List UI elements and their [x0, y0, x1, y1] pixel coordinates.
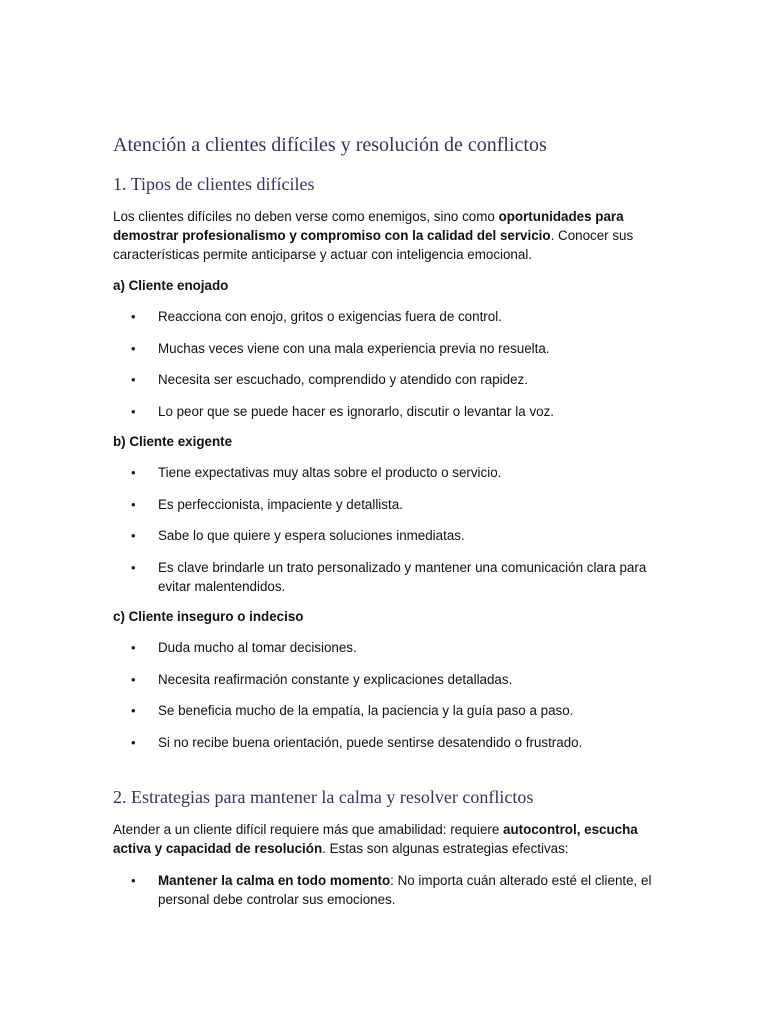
bullet-icon: • [131, 734, 136, 750]
list-estrategias [113, 871, 658, 909]
list-item-text: Es perfeccionista, impaciente y detallista. [158, 496, 403, 512]
intro-text-a: Los clientes difíciles no deben verse como enemigos, sino como [113, 209, 499, 224]
list-item [113, 638, 658, 657]
list-item-text: Tiene expectativas muy altas sobre el producto o servicio. [158, 465, 502, 480]
list-item [113, 402, 658, 421]
subheading-cliente-enojado: a) Cliente enojado [113, 278, 229, 293]
subheading-cliente-inseguro: c) Cliente inseguro o indeciso [113, 609, 304, 624]
list-item-text: Se beneficia mucho de la empatía, la paciencia y la guía paso a paso. [158, 703, 574, 718]
list-cliente-enojado [113, 307, 658, 421]
intro2-text-a: Atender a un cliente difícil requiere más que amabilidad: requiere [113, 821, 504, 837]
list-item [113, 670, 658, 689]
list-item-text: Es clave brindarle un trato personalizado y mantener una comunicación clara para evitar malentendidos. [158, 559, 647, 594]
strategy-text: : No importa cuán alterado esté el cliente, el personal debe controlar sus emociones. [158, 872, 652, 907]
document-title: Atención a clientes difíciles y resolución de conflictos [113, 134, 547, 156]
list-item [113, 701, 658, 720]
intro-text-bold: oportunidades para demostrar profesionalismo y compromiso con la calidad del servicio [113, 209, 624, 243]
bullet-icon: • [131, 528, 136, 543]
list-item [113, 463, 658, 482]
bullet-icon: • [131, 465, 136, 480]
list-item-text: Muchas veces viene con una mala experiencia previa no resuelta. [158, 340, 550, 356]
section2-intro [113, 820, 658, 858]
list-item-text: Necesita ser escuchado, comprendido y atendido con rapidez. [158, 372, 528, 387]
section1-intro [113, 207, 658, 264]
bullet-icon: • [131, 372, 136, 387]
subheading-cliente-exigente: b) Cliente exigente [113, 434, 233, 449]
list-item [113, 339, 658, 358]
document-content [113, 133, 658, 921]
bullet-icon: • [131, 640, 136, 655]
list-item [113, 733, 658, 752]
list-item-text: Si no recibe buena orientación, puede sentirse desatendido o frustrado. [158, 734, 583, 750]
list-item-text: Necesita reafirmación constante y explicaciones detalladas. [158, 671, 513, 687]
bullet-icon: • [131, 340, 136, 356]
list-item-text: Duda mucho al tomar decisiones. [158, 640, 357, 655]
list-item [113, 871, 658, 909]
bullet-icon: • [131, 403, 136, 419]
bullet-icon: • [131, 671, 136, 687]
bullet-icon: • [131, 559, 136, 575]
bullet-icon: • [131, 496, 136, 512]
bullet-icon: • [131, 872, 136, 888]
bullet-icon: • [131, 309, 136, 324]
list-item-text: Reacciona con enojo, gritos o exigencias fuera de control. [158, 309, 502, 324]
section-heading-estrategias: 2. Estrategias para mantener la calma y resolver conflictos [113, 786, 534, 807]
list-item-text: Sabe lo que quiere y espera soluciones inmediatas. [158, 528, 465, 543]
list-cliente-exigente [113, 463, 658, 596]
section-heading-tipos: 1. Tipos de clientes difíciles [113, 174, 315, 194]
intro2-text-bold: autocontrol, escucha activa y capacidad de resolución [113, 821, 638, 856]
bullet-icon: • [131, 703, 136, 718]
list-cliente-inseguro [113, 638, 658, 752]
intro2-text-b: . Estas son algunas estrategias efectivas: [322, 840, 569, 856]
list-item [113, 495, 658, 514]
list-item [113, 370, 658, 389]
list-item [113, 526, 658, 545]
intro-text-b: . Conocer sus características permite anticiparse y actuar con inteligencia emocional. [113, 228, 634, 262]
strategy-bold: Mantener la calma en todo momento [158, 872, 391, 888]
list-item [113, 558, 658, 596]
list-item [113, 307, 658, 326]
list-item-text: Lo peor que se puede hacer es ignorarlo, discutir o levantar la voz. [158, 403, 555, 419]
